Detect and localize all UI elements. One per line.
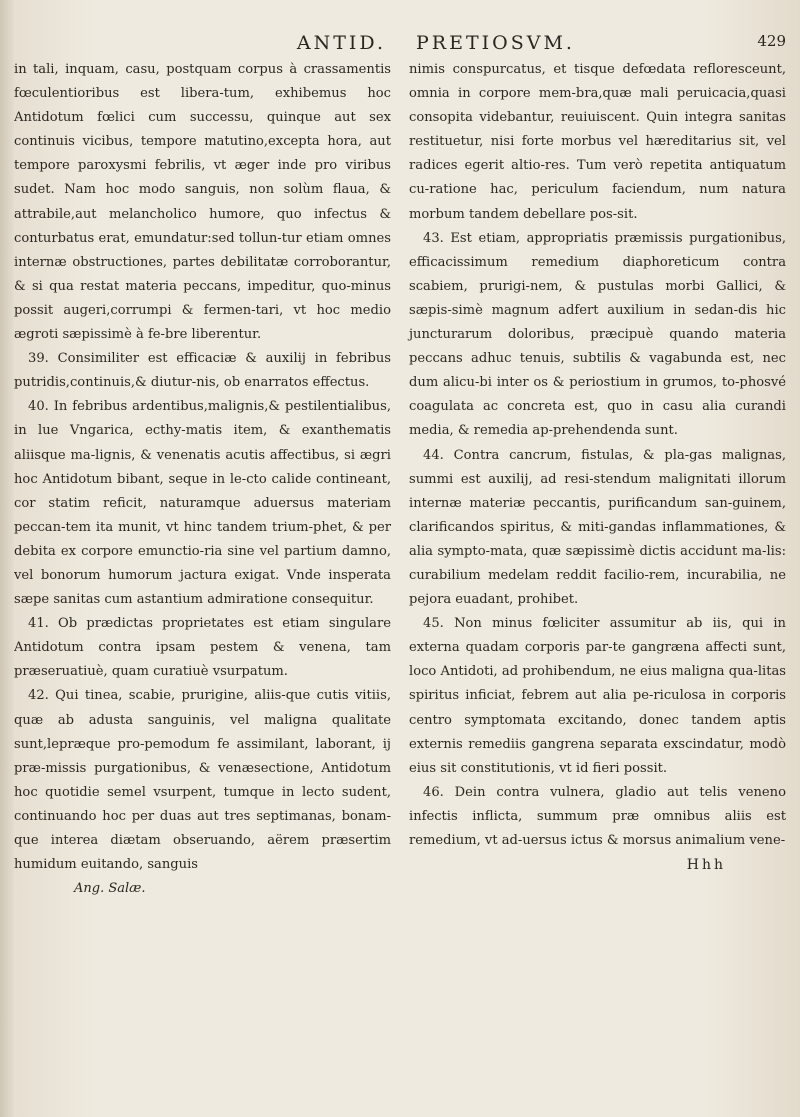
paragraph-46: 46. Dein contra vulnera, gladio aut telis veneno infectis inflicta, summum præ omnibus aliis est remedium, vt ad-uersus ictus & morsus animalium vene- (409, 784, 786, 848)
paragraph-43: 43. Est etiam, appropriatis præmissis purgationibus, efficacissimum remedium diaphoreticum contra scabiem, prurigi-nem, & pustulas morbi Gallici, & sæpis-simè magnum adfert auxilium in sedan-dis hic juncturarum doloribus, præcipuè quando materia peccans adhuc tenuis, subtilis & vagabunda est, nec dum alicu-bi inter os & periostium in grumos, to-phosvé coagulata ac concreta est, quo in casu alia curandi media, & remedia ap-prehendenda sunt. (409, 230, 786, 439)
running-header (14, 24, 786, 54)
running-title-right: PRETIOSVM. (416, 32, 575, 54)
paragraph-continuation-right: nimis conspurcatus, et tisque defœdata refloresceunt, omnia in corpore mem-bra,quæ mali peruicacia,quasi consopita videbantur, reuiuiscent. Quin integra sanitas restituetur, nisi forte morbus vel hæreditarius sit, vel radices egerit altio-res. Tum verò repetita antiquatum cu-ratione hac, periculum faciendum, num natura morbum tandem debellare pos-sit. (409, 62, 786, 222)
text-columns (14, 58, 786, 901)
paragraph-39: 39. Consimiliter est efficaciæ & auxilij in febribus putridis,continuis,& diutur-nis, ob enarratos effectus. (14, 351, 391, 391)
running-title-left: ANTID. (296, 32, 386, 54)
page-number: 429 (757, 32, 786, 50)
left-column (14, 58, 391, 901)
right-column (409, 58, 786, 901)
paragraph-40: 40. In febribus ardentibus,malignis,& pestilentialibus, in lue Vngarica, ecthy-matis item, & exanthematis aliisque ma-lignis, & venenatis acutis affectibus, si ægri hoc Antidotum bibant, seque in le-cto calide contineant, cor statim reficit, naturamque aduersus materiam peccan-tem ita munit, vt hinc tandem trium-phet, & per debita ex corpore emunctio-ria sine vel partium damno, vel bonorum humorum jactura exigat. Vnde insperata sæpe sanitas cum astantium admiratione consequitur. (14, 399, 391, 608)
paragraph-41: 41. Ob prædictas proprietates est etiam singulare Antidotum contra ipsam pestem & venena, tam præseruatiuè, quam curatiuè vsurpatum. (14, 616, 391, 680)
running-title-right-group (404, 32, 786, 54)
paragraph-42: 42. Qui tinea, scabie, prurigine, aliis-que cutis vitiis, quæ ab adusta sanguinis, vel maligna qualitate sunt,lepræque pro-pemodum fe assimilant, laborant, ij præ-missis purgationibus, & venæsectione, Antidotum hoc quotidie semel vsurpent, tumque in lecto sudent, continuando hoc per duas aut tres septimanas, bonam-que interea diætam obseruando, aërem præsertim humidum euitando, sanguis (14, 688, 391, 873)
catchword: Ang. Salæ. (74, 881, 146, 897)
paragraph-continuation: in tali, inquam, casu, postquam corpus à crassamentis fœculentioribus est libera-tum, exhibemus hoc Antidotum fœlici cum successu, quinque aut sex continuis vicibus, tempore matutino,excepta hora, aut tempore paroxysmi febrilis, vt æger inde pro viribus sudet. Nam hoc modo sanguis, non solùm flaua, & attrabile,aut melancholico humore, quo infectus & conturbatus erat, emundatur:sed tollun-tur etiam omnes internæ obstructiones, partes debilitatæ corroborantur, & si qua restat materia peccans, impeditur, quo-minus possit augeri,corrumpi & fermen-tari, vt hoc medio ægroti sæpissimè à fe-bre liberentur. (14, 62, 391, 343)
signature-mark: Hhh (686, 857, 726, 874)
paragraph-45: 45. Non minus fœliciter assumitur ab iis, qui in externa quadam corporis par-te gangræna affecti sunt, loco Antidoti, ad prohibendum, ne eius maligna qua-litas spiritus inficiat, febrem aut alia pe-riculosa in corporis centro symptomata excitando, donec tandem aptis externis remediis gangrena separata exscindatur, modò eius sit constitutionis, vt id fieri possit. (409, 616, 786, 776)
left-footer (14, 877, 391, 901)
paragraph-44: 44. Contra cancrum, fistulas, & pla-gas malignas, summi est auxilij, ad resi-stendum malignitati illorum internæ materiæ peccantis, purificandum san-guinem, clarificandos spiritus, & miti-gandas inflammationes, & alia sympto-mata, quæ sæpissimè dictis accidunt ma-lis: curabilium medelam reddit facilio-rem, incurabilia, ne pejora euadant, prohibet. (409, 447, 786, 608)
right-footer (409, 853, 786, 877)
